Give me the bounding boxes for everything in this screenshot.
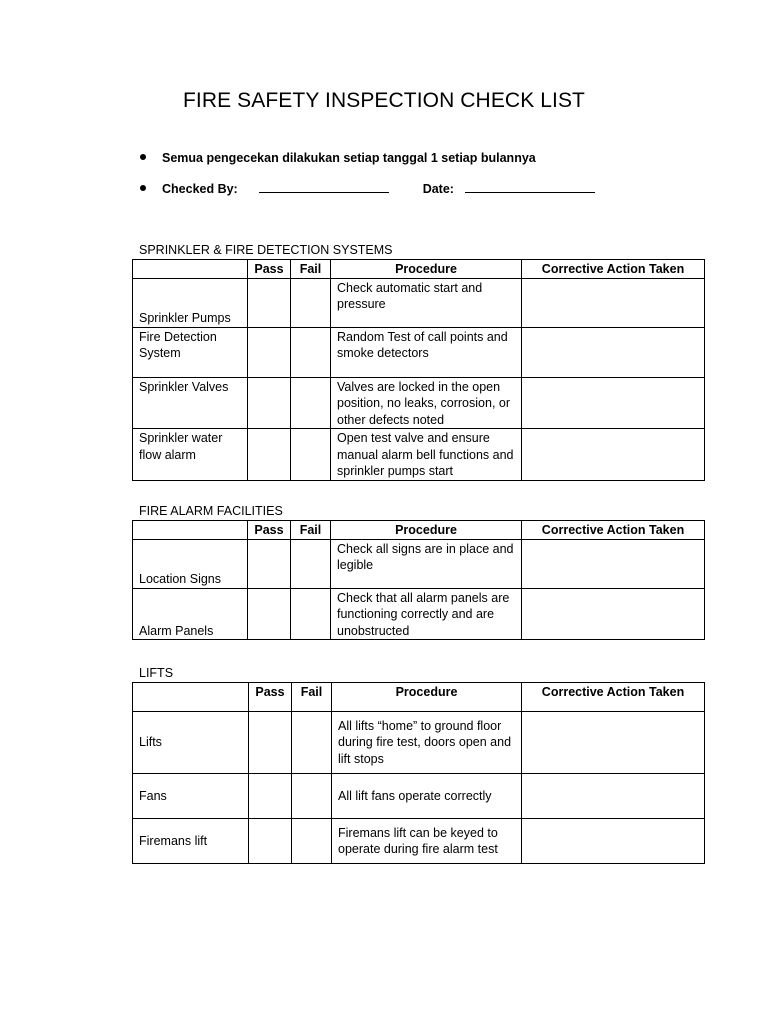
- col-pass: Pass: [248, 260, 291, 279]
- pass-cell[interactable]: [248, 377, 291, 429]
- section-heading-sprinkler: SPRINKLER & FIRE DETECTION SYSTEMS: [139, 243, 393, 257]
- item-cell: Firemans lift: [133, 819, 249, 864]
- pass-cell[interactable]: [248, 539, 291, 588]
- date-label: Date:: [422, 182, 454, 196]
- fail-cell[interactable]: [292, 819, 332, 864]
- checked-by-field[interactable]: [259, 192, 389, 193]
- procedure-cell: Firemans lift can be keyed to operate during fire alarm test: [332, 819, 522, 864]
- checked-by-label: Checked By:: [162, 182, 238, 196]
- header-item-cell: [133, 521, 248, 540]
- section-heading-fire-alarm: FIRE ALARM FACILITIES: [139, 504, 283, 518]
- procedure-cell: Random Test of call points and smoke detectors: [331, 327, 522, 377]
- table-row: [133, 278, 705, 327]
- bullet-icon: [140, 185, 146, 191]
- pass-cell[interactable]: [248, 327, 291, 377]
- corrective-cell[interactable]: [522, 588, 705, 640]
- item-cell: Sprinkler water flow alarm: [133, 429, 248, 481]
- table-row: [133, 539, 705, 588]
- sprinkler-table: [132, 259, 705, 481]
- table-row: [133, 819, 705, 864]
- corrective-cell[interactable]: [522, 539, 705, 588]
- procedure-cell: Check that all alarm panels are functioning correctly and are unobstructed: [331, 588, 522, 640]
- fail-cell[interactable]: [291, 377, 331, 429]
- lifts-table: [132, 682, 705, 864]
- corrective-cell[interactable]: [522, 327, 705, 377]
- corrective-cell[interactable]: [522, 377, 705, 429]
- procedure-cell: All lift fans operate correctly: [332, 774, 522, 819]
- item-cell: Lifts: [133, 712, 249, 774]
- pass-cell[interactable]: [249, 819, 292, 864]
- col-procedure: Procedure: [331, 521, 522, 540]
- col-corrective: Corrective Action Taken: [522, 260, 705, 279]
- page-title: FIRE SAFETY INSPECTION CHECK LIST: [183, 89, 585, 112]
- col-procedure: Procedure: [331, 260, 522, 279]
- item-cell: Sprinkler Pumps: [133, 278, 248, 327]
- pass-cell[interactable]: [248, 278, 291, 327]
- pass-cell[interactable]: [249, 712, 292, 774]
- item-cell: Sprinkler Valves: [133, 377, 248, 429]
- section-heading-lifts: LIFTS: [139, 666, 174, 680]
- pass-cell[interactable]: [248, 588, 291, 640]
- col-fail: Fail: [292, 683, 332, 712]
- fail-cell[interactable]: [292, 774, 332, 819]
- item-cell: Fans: [133, 774, 249, 819]
- table-row: [133, 377, 705, 429]
- bullet-icon: [140, 154, 146, 160]
- fail-cell[interactable]: [291, 429, 331, 481]
- col-pass: Pass: [248, 521, 291, 540]
- table-row: [133, 774, 705, 819]
- col-pass: Pass: [249, 683, 292, 712]
- signoff-bullet: [140, 182, 595, 196]
- table-row: [133, 327, 705, 377]
- fail-cell[interactable]: [291, 327, 331, 377]
- procedure-cell: Check all signs are in place and legible: [331, 539, 522, 588]
- procedure-cell: Open test valve and ensure manual alarm bell functions and sprinkler pumps start: [331, 429, 522, 481]
- item-cell: Alarm Panels: [133, 588, 248, 640]
- header-item-cell: [133, 683, 249, 712]
- corrective-cell[interactable]: [522, 429, 705, 481]
- pass-cell[interactable]: [248, 429, 291, 481]
- note-text: Semua pengecekan dilakukan setiap tanggal 1 setiap bulannya: [162, 151, 536, 165]
- item-cell: Fire Detection System: [133, 327, 248, 377]
- item-cell: Location Signs: [133, 539, 248, 588]
- col-corrective: Corrective Action Taken: [522, 521, 705, 540]
- procedure-cell: All lifts “home” to ground floor during fire test, doors open and lift stops: [332, 712, 522, 774]
- col-corrective: Corrective Action Taken: [522, 683, 705, 712]
- col-fail: Fail: [291, 260, 331, 279]
- fail-cell[interactable]: [291, 278, 331, 327]
- table-row: [133, 588, 705, 640]
- procedure-cell: Valves are locked in the open position, no leaks, corrosion, or other defects noted: [331, 377, 522, 429]
- fail-cell[interactable]: [292, 712, 332, 774]
- corrective-cell[interactable]: [522, 712, 705, 774]
- date-field[interactable]: [465, 192, 595, 193]
- note-bullet: [140, 151, 536, 165]
- fire-alarm-table: [132, 520, 705, 640]
- pass-cell[interactable]: [249, 774, 292, 819]
- col-procedure: Procedure: [332, 683, 522, 712]
- table-row: [133, 429, 705, 481]
- table-row: [133, 712, 705, 774]
- fail-cell[interactable]: [291, 539, 331, 588]
- corrective-cell[interactable]: [522, 774, 705, 819]
- fail-cell[interactable]: [291, 588, 331, 640]
- corrective-cell[interactable]: [522, 819, 705, 864]
- procedure-cell: Check automatic start and pressure: [331, 278, 522, 327]
- header-item-cell: [133, 260, 248, 279]
- corrective-cell[interactable]: [522, 278, 705, 327]
- col-fail: Fail: [291, 521, 331, 540]
